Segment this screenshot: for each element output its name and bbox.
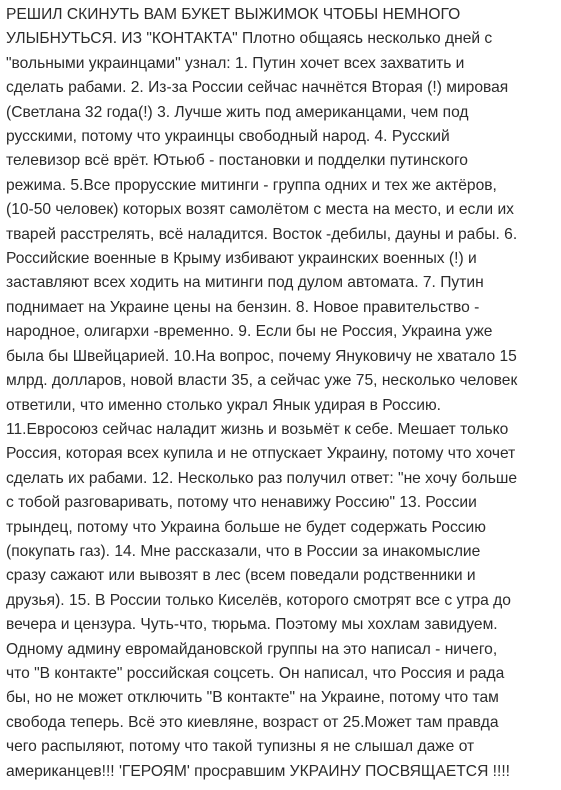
text-line: поднимает на Украине цены на бензин. 8. Новое правительство - [6, 298, 480, 316]
text-line: тварей расстрелять, всё наладится. Восток -дебилы, дауны и рабы. 6. [6, 225, 518, 243]
text-line: (Светлана 32 года(!) 3. Лучше жить под американцами, чем под [6, 103, 469, 121]
text-line: вечера и цензура. Чуть-что, тюрьма. Поэтому мы хохлам завидуем. [6, 616, 498, 634]
text-line: американцев!!! 'ГЕРОЯМ' просравшим УКРАИНУ ПОСВЯЩАЕТСЯ !!!! [6, 762, 510, 780]
text-line: народное, олигархи -временно. 9. Если бы не Россия, Украина уже [6, 323, 493, 341]
text-line: с тобой разговаривать, потому что ненавижу Россию" 13. России [6, 494, 477, 512]
text-line: режима. 5.Все прорусские митинги - группа одних и тех же актёров, [6, 176, 497, 194]
text-line: была бы Швейцарией. 10.На вопрос, почему Януковичу не хватало 15 [6, 347, 517, 365]
text-line: "вольными украинцами" узнал: 1. Путин хочет всех захватить и [6, 54, 465, 72]
text-line: млрд. долларов, новой власти 35, а сейчас уже 75, несколько человек [6, 372, 518, 390]
text-line: свобода теперь. Всё это киевляне, возраст от 25.Может там правда [6, 713, 499, 731]
text-line: 11.Евросоюз сейчас наладит жизнь и возьмёт к себе. Мешает только [6, 420, 509, 438]
post-text [6, 3, 558, 784]
text-line: друзья). 15. В России только Киселёв, которого смотрят все с утра до [6, 591, 511, 609]
text-line: русскими, потому что украинцы свободный народ. 4. Русский [6, 128, 450, 146]
text-line: Россия, которая всех купила и не отпускает Украину, потому что хочет [6, 445, 516, 463]
text-line: чего распыляют, потому что такой тупизны я не слышал даже от [6, 738, 475, 756]
text-line: (покупать газ). 14. Мне рассказали, что в России за инакомыслие [6, 542, 481, 560]
text-line: УЛЫБНУТЬСЯ. ИЗ "КОНТАКТА" Плотно общаясь несколько дней с [6, 30, 493, 48]
text-line: сразу сажают или вывозят в лес (всем поведали родственники и [6, 567, 476, 585]
text-line: сделать их рабами. 12. Несколько раз получил ответ: "не хочу больше [6, 469, 518, 487]
text-line: телевизор всё врёт. Ютьюб - постановки и подделки путинского [6, 152, 468, 170]
text-line: что "В контакте" российская соцсеть. Он написал, что Россия и рада [6, 664, 505, 682]
text-line: заставляют всех ходить на митинги под дулом автомата. 7. Путин [6, 274, 484, 292]
text-line: бы, но не может отключить "В контакте" на Украине, потому что там [6, 689, 499, 707]
text-line: Российские военные в Крыму избивают украинских военных (!) и [6, 250, 477, 268]
text-line: (10-50 человек) которых возят самолётом с места на место, и если их [6, 201, 514, 219]
text-line: РЕШИЛ СКИНУТЬ ВАМ БУКЕТ ВЫЖИМОК ЧТОБЫ НЕМНОГО [6, 6, 461, 23]
text-line: сделать рабами. 2. Из-за России сейчас начнётся Вторая (!) мировая [6, 79, 509, 97]
text-line: Одному админу евромайдановской группы на это написал - ничего, [6, 640, 498, 658]
text-line: трындец, потому что Украина больше не будет содержать Россию [6, 518, 486, 536]
text-line: ответили, что именно столько украл Янык удирая в Россию. [6, 396, 441, 414]
